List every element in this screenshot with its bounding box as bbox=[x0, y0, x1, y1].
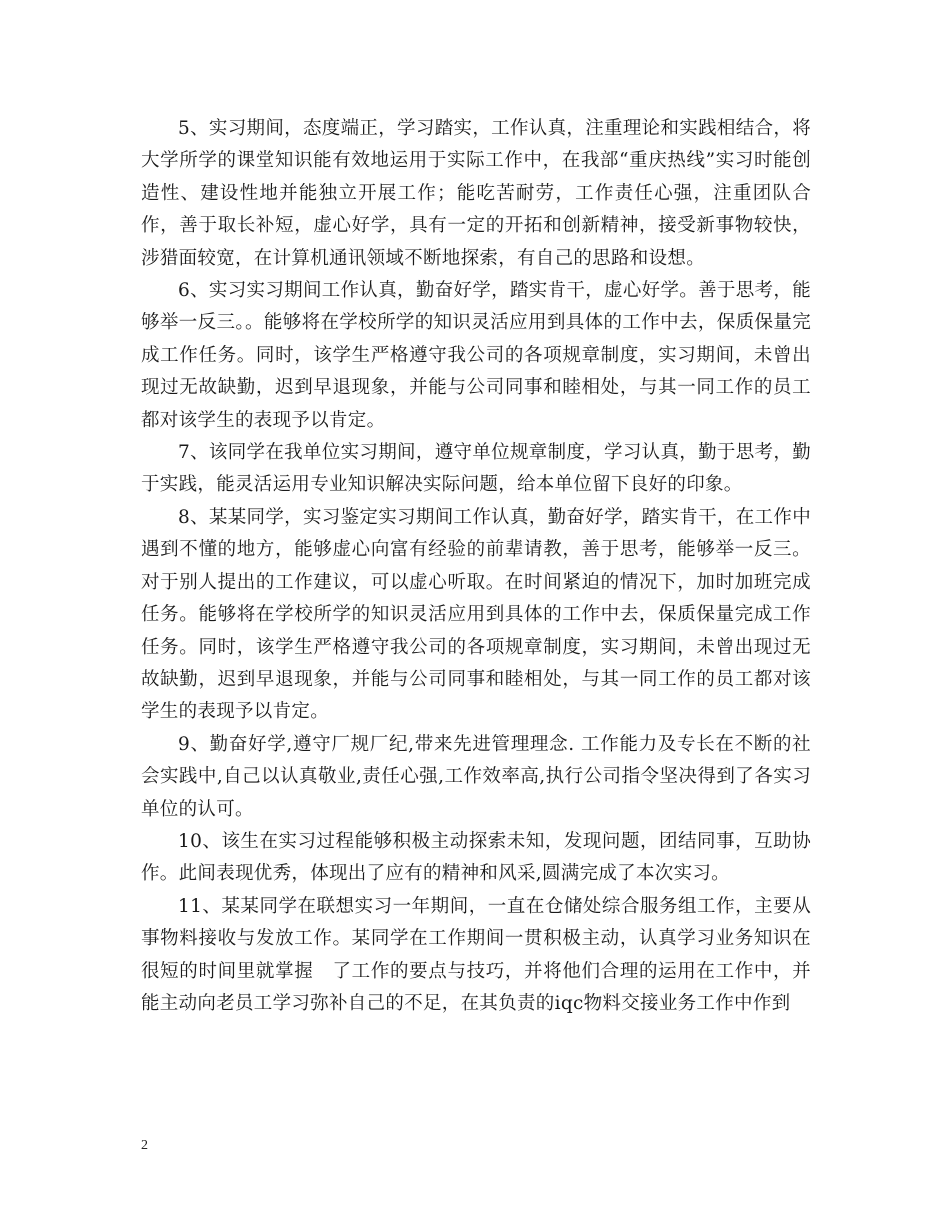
paragraph-7: 7、该同学在我单位实习期间，遵守单位规章制度，学习认真，勤于思考，勤于实践，能灵活运用专业知识解决实际问题，给本单位留下良好的印象。 bbox=[141, 442, 811, 496]
paragraph-10: 10、该生在实习过程能够积极主动探索未知，发现问题，团结同事，互助协作。此间表现优秀，体现出了应有的精神和风采,圆满完成了本次实习。 bbox=[141, 830, 811, 885]
paragraph-8: 8、某某同学，实习鉴定实习期间工作认真，勤奋好学，踏实肯干，在工作中遇到不懂的地方，能够虚心向富有经验的前辈请教，善于思考，能够举一反三。对于别人提出的工作建议，可以虚心听取。在时间紧迫的情况下，加时加班完成任务。能够将在学校所学的知识灵活应用到具体的工作中去，保质保量完成工作任务。同时，该学生严格遵守我公司的各项规章制度，实习期间，未曾出现过无故缺勤，迟到早退现象，并能与公司同事和睦相处，与其一同工作的员工都对该学生的表现予以肯定。 bbox=[141, 506, 811, 723]
document-body bbox=[141, 113, 811, 1020]
paragraph-9: 9、勤奋好学,遵守厂规厂纪,带来先进管理理念. 工作能力及专长在不断的社会实践中,自己以认真敬业,责任心强,工作效率高,执行公司指令坚决得到了各实习单位的认可。 bbox=[141, 733, 811, 820]
paragraph-6: 6、实习实习期间工作认真，勤奋好学，踏实肯干，虚心好学。善于思考，能够举一反三。。能够将在学校所学的知识灵活应用到具体的工作中去，保质保量完成工作任务。同时，该学生严格遵守我公司的各项规章制度，实习期间，未曾出现过无故缺勤，迟到早退现象，并能与公司同事和睦相处，与其一同工作的员工都对该学生的表现予以肯定。 bbox=[141, 280, 811, 431]
paragraph-11: 11、某某同学在联想实习一年期间，一直在仓储处综合服务组工作，主要从事物料接收与发放工作。某同学在工作期间一贯积极主动，认真学习业务知识在很短的时间里就掌握 了工作的要点与技巧，并将他们合理的运用在工作中，并能主动向老员工学习弥补自己的不足，在其负责的iqc物料交接业务工作中作到 bbox=[141, 895, 811, 1014]
paragraph-5: 5、实习期间，态度端正，学习踏实，工作认真，注重理论和实践相结合，将大学所学的课堂知识能有效地运用于实际工作中，在我部“重庆热线”实习时能创造性、建设性地并能独立开展工作；能吃苦耐劳，工作责任心强，注重团队合作，善于取长补短，虚心好学，具有一定的开拓和创新精神，接受新事物较快，涉猎面较宽，在计算机通讯领域不断地探索，有自己的思路和设想。 bbox=[141, 118, 811, 269]
page-number: 2 bbox=[141, 1138, 148, 1153]
